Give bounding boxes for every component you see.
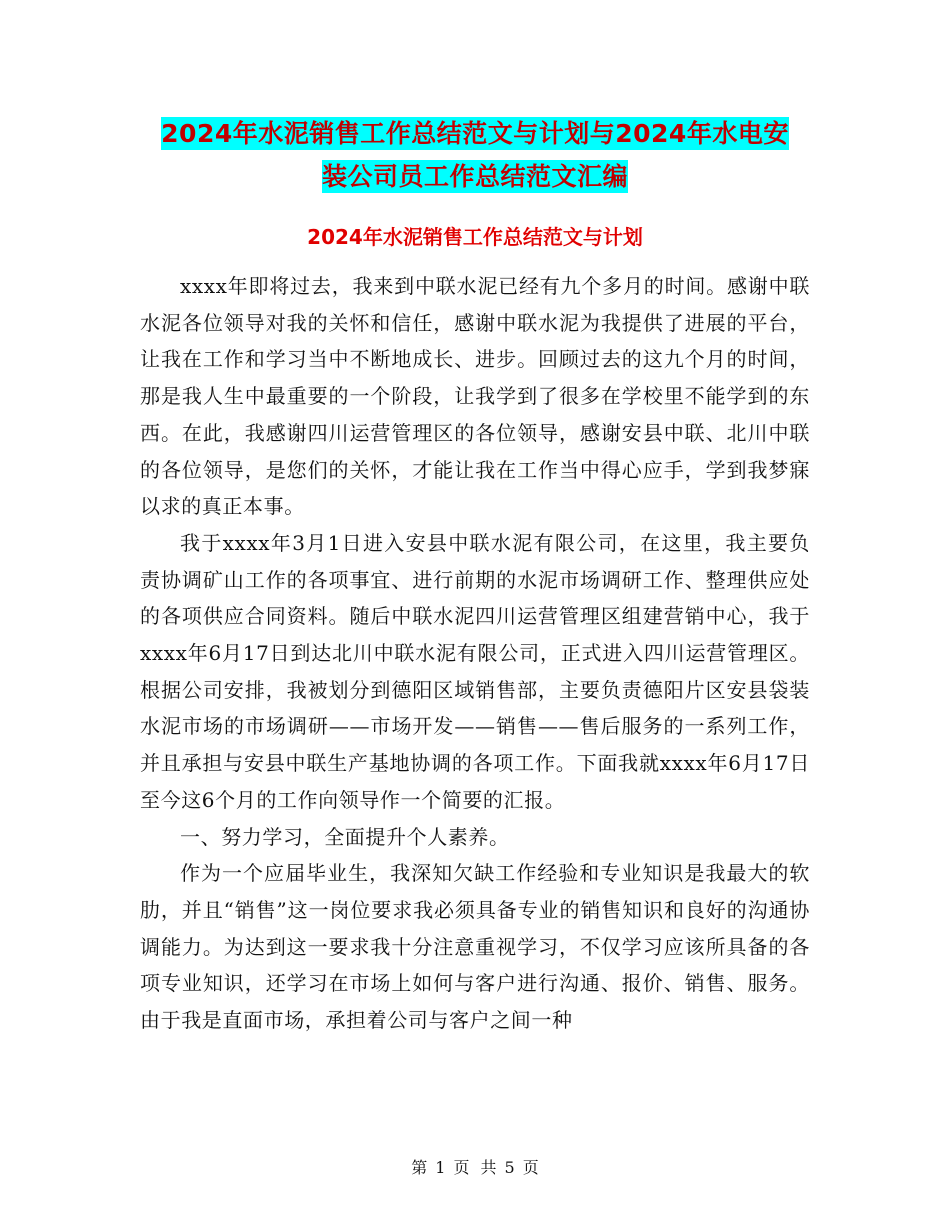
body-paragraph-3: 作为一个应届毕业生，我深知欠缺工作经验和专业知识是我最大的软肋，并且“销售”这一岗位要求我必须具备专业的销售知识和良好的沟通协调能力。为达到这一要求我十分注意重视学习，不仅学习应该所具备的各项专业知识，还学习在市场上如何与客户进行沟通、报价、销售、服务。由于我是直面市场，承担着公司与客户之间一种 xyxy=(140,861,810,1033)
footer-middle: 页 共 xyxy=(453,1158,497,1177)
body-heading-1: 一、努力学习，全面提升个人素养。 xyxy=(180,824,510,849)
main-title-line-2: 装公司员工作总结范文汇编 xyxy=(321,162,628,191)
footer-page-total: 5 xyxy=(504,1158,515,1177)
page-footer xyxy=(0,1155,950,1178)
body-paragraph-2: 我于xxxx年3月1日进入安县中联水泥有限公司，在这里，我主要负责协调矿山工作的各项事宜、进行前期的水泥市场调研工作、整理供应处的各项供应合同资料。随后中联水泥四川运营管理区组建营销中心，我于xxxx年6月17日到达北川中联水泥有限公司，正式进入四川运营管理区。根据公司安排，我被划分到德阳区域销售部，主要负责德阳片区安县袋装水泥市场的市场调研——市场开发——销售——售后服务的一系列工作，并且承担与安县中联生产基地协调的各项工作。下面我就xxxx年6月17日至今这6个月的工作向领导作一个简要的汇报。 xyxy=(140,530,810,812)
footer-prefix: 第 xyxy=(411,1158,428,1177)
document-body xyxy=(140,268,810,1039)
body-paragraph-1: xxxx年即将过去，我来到中联水泥已经有九个多月的时间。感谢中联水泥各位领导对我的关怀和信任，感谢中联水泥为我提供了进展的平台，让我在工作和学习当中不断地成长、进步。回顾过去的这九个月的时间，那是我人生中最重要的一个阶段，让我学到了很多在学校里不能学到的东西。在此，我感谢四川运营管理区的各位领导，感谢安县中联、北川中联的各位领导，是您们的关怀，才能让我在工作当中得心应手，学到我梦寐以求的真正本事。 xyxy=(140,274,810,519)
section-title: 2024年水泥销售工作总结范文与计划 xyxy=(307,225,643,249)
footer-suffix: 页 xyxy=(522,1158,539,1177)
document-main-title xyxy=(140,112,810,198)
main-title-line-1: 2024年水泥销售工作总结范文与计划与2024年水电安 xyxy=(161,119,789,148)
footer-page-number: 1 xyxy=(435,1158,446,1177)
